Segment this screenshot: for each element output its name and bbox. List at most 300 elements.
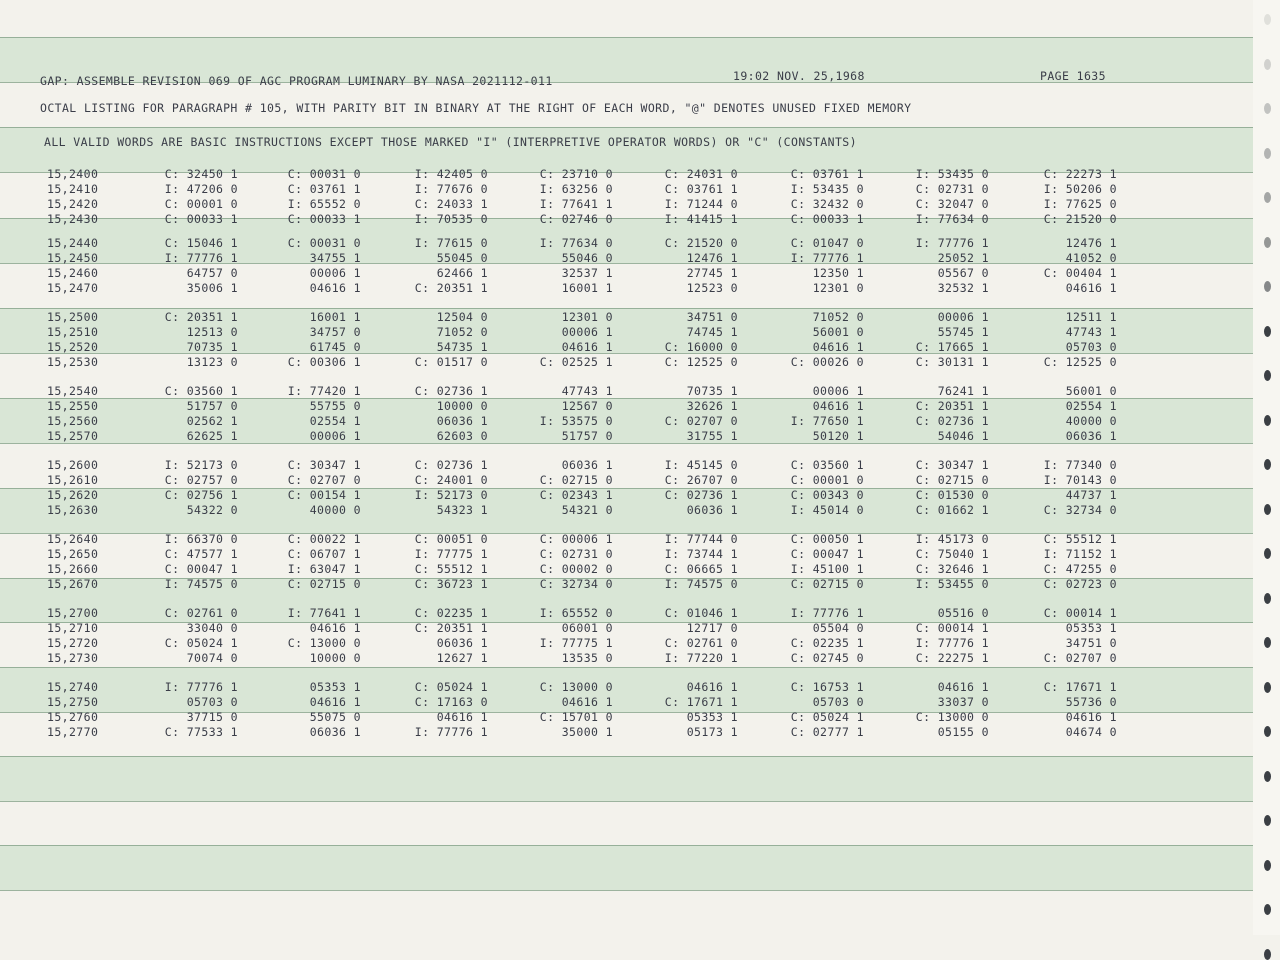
- memory-address: 15,2510: [47, 325, 99, 339]
- octal-word: C: 00404 1: [1043, 266, 1117, 280]
- punch-hole: [1264, 815, 1271, 826]
- octal-word: C: 02745 0: [790, 651, 864, 665]
- octal-word: 54046 1: [937, 429, 989, 443]
- octal-word: I: 53455 0: [915, 577, 989, 591]
- octal-word: 12476 1: [686, 251, 738, 265]
- octal-word: 12627 1: [436, 651, 488, 665]
- listing-row: [0, 473, 1253, 487]
- octal-word: C: 00033 1: [287, 212, 361, 226]
- memory-address: 15,2650: [47, 547, 99, 561]
- memory-address: 15,2540: [47, 384, 99, 398]
- octal-word: I: 45100 1: [790, 562, 864, 576]
- octal-word: I: 77420 1: [287, 384, 361, 398]
- listing-row: [0, 236, 1253, 250]
- listing-row: [0, 167, 1253, 181]
- green-bar: [0, 756, 1253, 801]
- octal-word: 12567 0: [561, 399, 613, 413]
- octal-word: 33040 0: [186, 621, 238, 635]
- octal-word: C: 36723 1: [414, 577, 488, 591]
- octal-word: C: 20351 1: [915, 399, 989, 413]
- listing-row: [0, 384, 1253, 398]
- octal-word: 04616 1: [309, 281, 361, 295]
- punch-hole: [1264, 771, 1271, 782]
- octal-word: C: 00014 1: [1043, 606, 1117, 620]
- octal-word: I: 77744 0: [664, 532, 738, 546]
- punch-hole: [1264, 949, 1271, 960]
- listing-row: [0, 680, 1253, 694]
- octal-word: C: 21520 0: [1043, 212, 1117, 226]
- octal-word: 06036 1: [436, 414, 488, 428]
- octal-word: 55046 0: [561, 251, 613, 265]
- punch-hole: [1264, 504, 1271, 515]
- octal-word: 12511 1: [1065, 310, 1117, 324]
- octal-word: 40000 0: [309, 503, 361, 517]
- punch-hole: [1264, 415, 1271, 426]
- listing-row: [0, 310, 1253, 324]
- octal-word: C: 02235 1: [414, 606, 488, 620]
- octal-word: C: 32450 1: [164, 167, 238, 181]
- page-number: PAGE 1635: [1040, 69, 1106, 83]
- octal-word: C: 00033 1: [790, 212, 864, 226]
- octal-word: C: 55512 1: [414, 562, 488, 576]
- octal-word: 12504 0: [436, 310, 488, 324]
- octal-word: I: 77650 1: [790, 414, 864, 428]
- octal-word: C: 06665 1: [664, 562, 738, 576]
- memory-address: 15,2770: [47, 725, 99, 739]
- octal-word: I: 73744 1: [664, 547, 738, 561]
- octal-word: I: 41415 1: [664, 212, 738, 226]
- octal-word: C: 02736 1: [915, 414, 989, 428]
- octal-word: C: 02761 0: [164, 606, 238, 620]
- octal-word: 12301 0: [561, 310, 613, 324]
- listing-row: [0, 325, 1253, 339]
- octal-word: I: 77776 1: [790, 606, 864, 620]
- octal-word: 04616 1: [1065, 281, 1117, 295]
- octal-word: 05703 0: [186, 695, 238, 709]
- octal-word: I: 77220 1: [664, 651, 738, 665]
- octal-word: 55755 0: [309, 399, 361, 413]
- octal-word: C: 00343 0: [790, 488, 864, 502]
- octal-word: I: 74575 0: [164, 577, 238, 591]
- octal-word: 51757 0: [186, 399, 238, 413]
- octal-word: I: 77625 0: [1043, 197, 1117, 211]
- octal-word: C: 47255 0: [1043, 562, 1117, 576]
- octal-word: 06001 0: [561, 621, 613, 635]
- octal-word: C: 30347 1: [915, 458, 989, 472]
- octal-word: I: 77776 1: [414, 725, 488, 739]
- octal-word: I: 77776 1: [915, 636, 989, 650]
- octal-word: 05173 1: [686, 725, 738, 739]
- octal-word: 62603 0: [436, 429, 488, 443]
- listing-row: [0, 725, 1253, 739]
- octal-word: C: 20351 1: [414, 281, 488, 295]
- punch-hole: [1264, 281, 1271, 292]
- octal-word: C: 00014 1: [915, 621, 989, 635]
- punch-hole: [1264, 59, 1271, 70]
- octal-word: 05516 0: [937, 606, 989, 620]
- band-rule: [0, 890, 1253, 891]
- octal-word: I: 52173 0: [164, 458, 238, 472]
- octal-word: C: 24031 0: [664, 167, 738, 181]
- green-bar: [0, 127, 1253, 172]
- octal-word: 05353 1: [1065, 621, 1117, 635]
- band-rule: [0, 127, 1253, 128]
- octal-word: 62466 1: [436, 266, 488, 280]
- octal-word: I: 77615 0: [414, 236, 488, 250]
- punch-hole: [1264, 192, 1271, 203]
- octal-word: 64757 0: [186, 266, 238, 280]
- octal-word: 70735 1: [686, 384, 738, 398]
- punch-hole: [1264, 726, 1271, 737]
- listing-row: [0, 547, 1253, 561]
- listing-row: [0, 710, 1253, 724]
- octal-word: 54735 1: [436, 340, 488, 354]
- memory-address: 15,2500: [47, 310, 99, 324]
- octal-word: C: 75040 1: [915, 547, 989, 561]
- octal-word: C: 26707 0: [664, 473, 738, 487]
- octal-word: C: 03560 1: [164, 384, 238, 398]
- octal-word: I: 71244 0: [664, 197, 738, 211]
- octal-word: C: 02235 1: [790, 636, 864, 650]
- band-rule: [0, 667, 1253, 668]
- listing-row: [0, 429, 1253, 443]
- punch-hole: [1264, 237, 1271, 248]
- band-rule: [0, 308, 1253, 309]
- octal-word: 40000 0: [1065, 414, 1117, 428]
- octal-word: C: 02736 1: [414, 458, 488, 472]
- octal-word: 71052 0: [436, 325, 488, 339]
- octal-word: C: 00022 1: [287, 532, 361, 546]
- memory-address: 15,2530: [47, 355, 99, 369]
- memory-address: 15,2410: [47, 182, 99, 196]
- octal-word: 04616 1: [812, 340, 864, 354]
- listing-legend: ALL VALID WORDS ARE BASIC INSTRUCTIONS EXCEPT THOSE MARKED "I" (INTERPRETIVE OPERATOR WORDS) OR "C" (CONSTANTS): [44, 135, 857, 149]
- octal-word: 10000 0: [436, 399, 488, 413]
- octal-word: C: 02761 0: [664, 636, 738, 650]
- octal-word: C: 01046 1: [664, 606, 738, 620]
- octal-word: 00006 1: [812, 384, 864, 398]
- octal-word: C: 00051 0: [414, 532, 488, 546]
- octal-word: 00006 1: [561, 325, 613, 339]
- octal-word: C: 02715 0: [915, 473, 989, 487]
- listing-row: [0, 532, 1253, 546]
- octal-word: I: 53435 0: [915, 167, 989, 181]
- octal-word: C: 32734 0: [1043, 503, 1117, 517]
- octal-word: I: 77676 0: [414, 182, 488, 196]
- octal-word: C: 00006 1: [539, 532, 613, 546]
- memory-address: 15,2630: [47, 503, 99, 517]
- octal-word: 56001 0: [812, 325, 864, 339]
- octal-word: I: 53435 0: [790, 182, 864, 196]
- octal-word: C: 00002 0: [539, 562, 613, 576]
- green-bar: [0, 845, 1253, 890]
- listing-row: [0, 695, 1253, 709]
- memory-address: 15,2700: [47, 606, 99, 620]
- octal-word: C: 00001 0: [164, 197, 238, 211]
- octal-word: 55075 0: [309, 710, 361, 724]
- octal-word: C: 02723 0: [1043, 577, 1117, 591]
- octal-word: 06036 1: [561, 458, 613, 472]
- listing-row: [0, 414, 1253, 428]
- octal-word: I: 42405 0: [414, 167, 488, 181]
- octal-word: I: 50206 0: [1043, 182, 1117, 196]
- octal-word: C: 55512 1: [1043, 532, 1117, 546]
- octal-word: 00006 1: [309, 429, 361, 443]
- listing-row: [0, 266, 1253, 280]
- octal-word: 32626 1: [686, 399, 738, 413]
- octal-word: 05353 1: [309, 680, 361, 694]
- octal-word: C: 02731 0: [539, 547, 613, 561]
- octal-word: C: 22275 1: [915, 651, 989, 665]
- octal-word: C: 12525 0: [1043, 355, 1117, 369]
- octal-word: C: 02525 1: [539, 355, 613, 369]
- octal-word: 54322 0: [186, 503, 238, 517]
- listing-row: [0, 399, 1253, 413]
- octal-word: C: 02707 0: [1043, 651, 1117, 665]
- memory-address: 15,2620: [47, 488, 99, 502]
- octal-word: 56001 0: [1065, 384, 1117, 398]
- octal-word: 34755 1: [309, 251, 361, 265]
- octal-word: I: 77634 0: [539, 236, 613, 250]
- octal-word: C: 15046 1: [164, 236, 238, 250]
- octal-word: 02554 1: [309, 414, 361, 428]
- memory-address: 15,2760: [47, 710, 99, 724]
- octal-word: 16001 1: [309, 310, 361, 324]
- octal-word: I: 66370 0: [164, 532, 238, 546]
- listing-row: [0, 355, 1253, 369]
- octal-word: I: 77641 1: [539, 197, 613, 211]
- octal-word: C: 02777 1: [790, 725, 864, 739]
- octal-word: C: 00050 1: [790, 532, 864, 546]
- memory-address: 15,2550: [47, 399, 99, 413]
- octal-word: I: 71152 1: [1043, 547, 1117, 561]
- octal-word: 62625 1: [186, 429, 238, 443]
- listing-row: [0, 577, 1253, 591]
- octal-word: 04616 1: [937, 680, 989, 694]
- octal-word: I: 45173 0: [915, 532, 989, 546]
- octal-word: C: 01047 0: [790, 236, 864, 250]
- octal-word: 02562 1: [186, 414, 238, 428]
- punch-hole: [1264, 148, 1271, 159]
- listing-row: [0, 212, 1253, 226]
- octal-word: 33037 0: [937, 695, 989, 709]
- octal-word: 04616 1: [561, 340, 613, 354]
- listing-row: [0, 606, 1253, 620]
- octal-word: C: 20351 1: [164, 310, 238, 324]
- octal-word: 10000 0: [309, 651, 361, 665]
- octal-word: C: 17163 0: [414, 695, 488, 709]
- octal-word: 34751 0: [1065, 636, 1117, 650]
- octal-word: C: 02731 0: [915, 182, 989, 196]
- octal-word: 13123 0: [186, 355, 238, 369]
- octal-word: C: 47577 1: [164, 547, 238, 561]
- octal-word: C: 02715 0: [790, 577, 864, 591]
- octal-word: 34751 0: [686, 310, 738, 324]
- memory-address: 15,2740: [47, 680, 99, 694]
- memory-address: 15,2430: [47, 212, 99, 226]
- octal-word: 27745 1: [686, 266, 738, 280]
- punch-hole: [1264, 103, 1271, 114]
- listing-row: [0, 340, 1253, 354]
- octal-word: 55736 0: [1065, 695, 1117, 709]
- punch-hole: [1264, 904, 1271, 915]
- octal-word: C: 00154 1: [287, 488, 361, 502]
- octal-word: C: 02343 1: [539, 488, 613, 502]
- punch-hole: [1264, 14, 1271, 25]
- octal-word: C: 00001 0: [790, 473, 864, 487]
- octal-word: 04674 0: [1065, 725, 1117, 739]
- octal-word: I: 65552 0: [539, 606, 613, 620]
- punch-hole: [1264, 326, 1271, 337]
- octal-word: I: 77775 1: [414, 547, 488, 561]
- memory-address: 15,2660: [47, 562, 99, 576]
- memory-address: 15,2440: [47, 236, 99, 250]
- octal-word: 32532 1: [937, 281, 989, 295]
- octal-word: C: 01662 1: [915, 503, 989, 517]
- octal-word: 06036 1: [1065, 429, 1117, 443]
- octal-word: C: 30347 1: [287, 458, 361, 472]
- punch-hole: [1264, 459, 1271, 470]
- octal-word: I: 70143 0: [1043, 473, 1117, 487]
- memory-address: 15,2560: [47, 414, 99, 428]
- memory-address: 15,2520: [47, 340, 99, 354]
- octal-word: 55045 0: [436, 251, 488, 265]
- listing-row: [0, 488, 1253, 502]
- octal-word: 25052 1: [937, 251, 989, 265]
- octal-word: 51757 0: [561, 429, 613, 443]
- octal-word: I: 45145 0: [664, 458, 738, 472]
- octal-word: C: 01517 0: [414, 355, 488, 369]
- punch-hole: [1264, 548, 1271, 559]
- octal-word: 74745 1: [686, 325, 738, 339]
- octal-word: 04616 1: [1065, 710, 1117, 724]
- octal-word: 06036 1: [686, 503, 738, 517]
- octal-word: 76241 1: [937, 384, 989, 398]
- octal-word: I: 53575 0: [539, 414, 613, 428]
- band-rule: [0, 443, 1253, 444]
- memory-address: 15,2640: [47, 532, 99, 546]
- octal-word: 71052 0: [812, 310, 864, 324]
- octal-word: C: 22273 1: [1043, 167, 1117, 181]
- octal-word: 50120 1: [812, 429, 864, 443]
- octal-word: 55745 1: [937, 325, 989, 339]
- octal-word: C: 77533 1: [164, 725, 238, 739]
- octal-word: C: 17671 1: [1043, 680, 1117, 694]
- octal-word: 04616 1: [686, 680, 738, 694]
- octal-word: C: 02757 0: [164, 473, 238, 487]
- octal-word: I: 77776 1: [164, 251, 238, 265]
- octal-word: 12513 0: [186, 325, 238, 339]
- octal-word: C: 03761 1: [664, 182, 738, 196]
- octal-word: 05353 1: [686, 710, 738, 724]
- octal-word: 32537 1: [561, 266, 613, 280]
- octal-word: C: 00047 1: [790, 547, 864, 561]
- octal-word: C: 32646 1: [915, 562, 989, 576]
- octal-word: I: 45014 0: [790, 503, 864, 517]
- octal-word: C: 13000 0: [539, 680, 613, 694]
- memory-address: 15,2460: [47, 266, 99, 280]
- octal-word: C: 21520 0: [664, 236, 738, 250]
- octal-word: I: 77776 1: [915, 236, 989, 250]
- octal-word: C: 05024 1: [414, 680, 488, 694]
- octal-word: C: 00031 0: [287, 236, 361, 250]
- octal-word: 35000 1: [561, 725, 613, 739]
- octal-word: C: 23710 0: [539, 167, 613, 181]
- octal-word: 05155 0: [937, 725, 989, 739]
- listing-row: [0, 182, 1253, 196]
- punch-hole: [1264, 370, 1271, 381]
- octal-word: C: 20351 1: [414, 621, 488, 635]
- listing-row: [0, 458, 1253, 472]
- octal-word: 05703 0: [1065, 340, 1117, 354]
- band-rule: [0, 756, 1253, 757]
- octal-word: 00006 1: [937, 310, 989, 324]
- memory-address: 15,2710: [47, 621, 99, 635]
- octal-word: I: 74575 0: [664, 577, 738, 591]
- memory-address: 15,2720: [47, 636, 99, 650]
- octal-word: C: 32047 0: [915, 197, 989, 211]
- octal-word: I: 47206 0: [164, 182, 238, 196]
- punch-hole: [1264, 593, 1271, 604]
- octal-word: 00006 1: [309, 266, 361, 280]
- punch-hole: [1264, 637, 1271, 648]
- listing-row: [0, 281, 1253, 295]
- punch-hole: [1264, 682, 1271, 693]
- octal-word: 16001 1: [561, 281, 613, 295]
- octal-word: C: 02736 1: [664, 488, 738, 502]
- octal-word: C: 02715 0: [539, 473, 613, 487]
- octal-word: 54321 0: [561, 503, 613, 517]
- octal-word: C: 17665 1: [915, 340, 989, 354]
- octal-word: 12350 1: [812, 266, 864, 280]
- octal-word: C: 02736 1: [414, 384, 488, 398]
- octal-word: I: 70535 0: [414, 212, 488, 226]
- octal-word: I: 65552 0: [287, 197, 361, 211]
- octal-word: 12476 1: [1065, 236, 1117, 250]
- memory-address: 15,2570: [47, 429, 99, 443]
- octal-word: I: 77776 1: [790, 251, 864, 265]
- octal-word: I: 77641 1: [287, 606, 361, 620]
- octal-word: I: 63256 0: [539, 182, 613, 196]
- octal-word: C: 02746 0: [539, 212, 613, 226]
- octal-word: 12301 0: [812, 281, 864, 295]
- octal-word: 34757 0: [309, 325, 361, 339]
- octal-word: C: 00026 0: [790, 355, 864, 369]
- octal-word: 06036 1: [436, 636, 488, 650]
- octal-word: 13535 0: [561, 651, 613, 665]
- octal-word: C: 16753 1: [790, 680, 864, 694]
- octal-word: 47743 1: [1065, 325, 1117, 339]
- octal-word: C: 00033 1: [164, 212, 238, 226]
- octal-word: C: 15701 0: [539, 710, 613, 724]
- punch-hole: [1264, 860, 1271, 871]
- memory-address: 15,2450: [47, 251, 99, 265]
- octal-word: C: 03761 1: [287, 182, 361, 196]
- octal-word: I: 52173 0: [414, 488, 488, 502]
- octal-word: C: 02715 0: [287, 577, 361, 591]
- listing-description: OCTAL LISTING FOR PARAGRAPH # 105, WITH PARITY BIT IN BINARY AT THE RIGHT OF EACH WORD, "@" DENOTES UNUSED FIXED MEMORY: [40, 101, 912, 115]
- octal-word: 54323 1: [436, 503, 488, 517]
- octal-word: 04616 1: [812, 399, 864, 413]
- memory-address: 15,2400: [47, 167, 99, 181]
- memory-address: 15,2600: [47, 458, 99, 472]
- octal-word: C: 32432 0: [790, 197, 864, 211]
- memory-address: 15,2730: [47, 651, 99, 665]
- octal-word: C: 00306 1: [287, 355, 361, 369]
- octal-word: C: 13000 0: [287, 636, 361, 650]
- octal-word: I: 77340 0: [1043, 458, 1117, 472]
- octal-word: C: 12525 0: [664, 355, 738, 369]
